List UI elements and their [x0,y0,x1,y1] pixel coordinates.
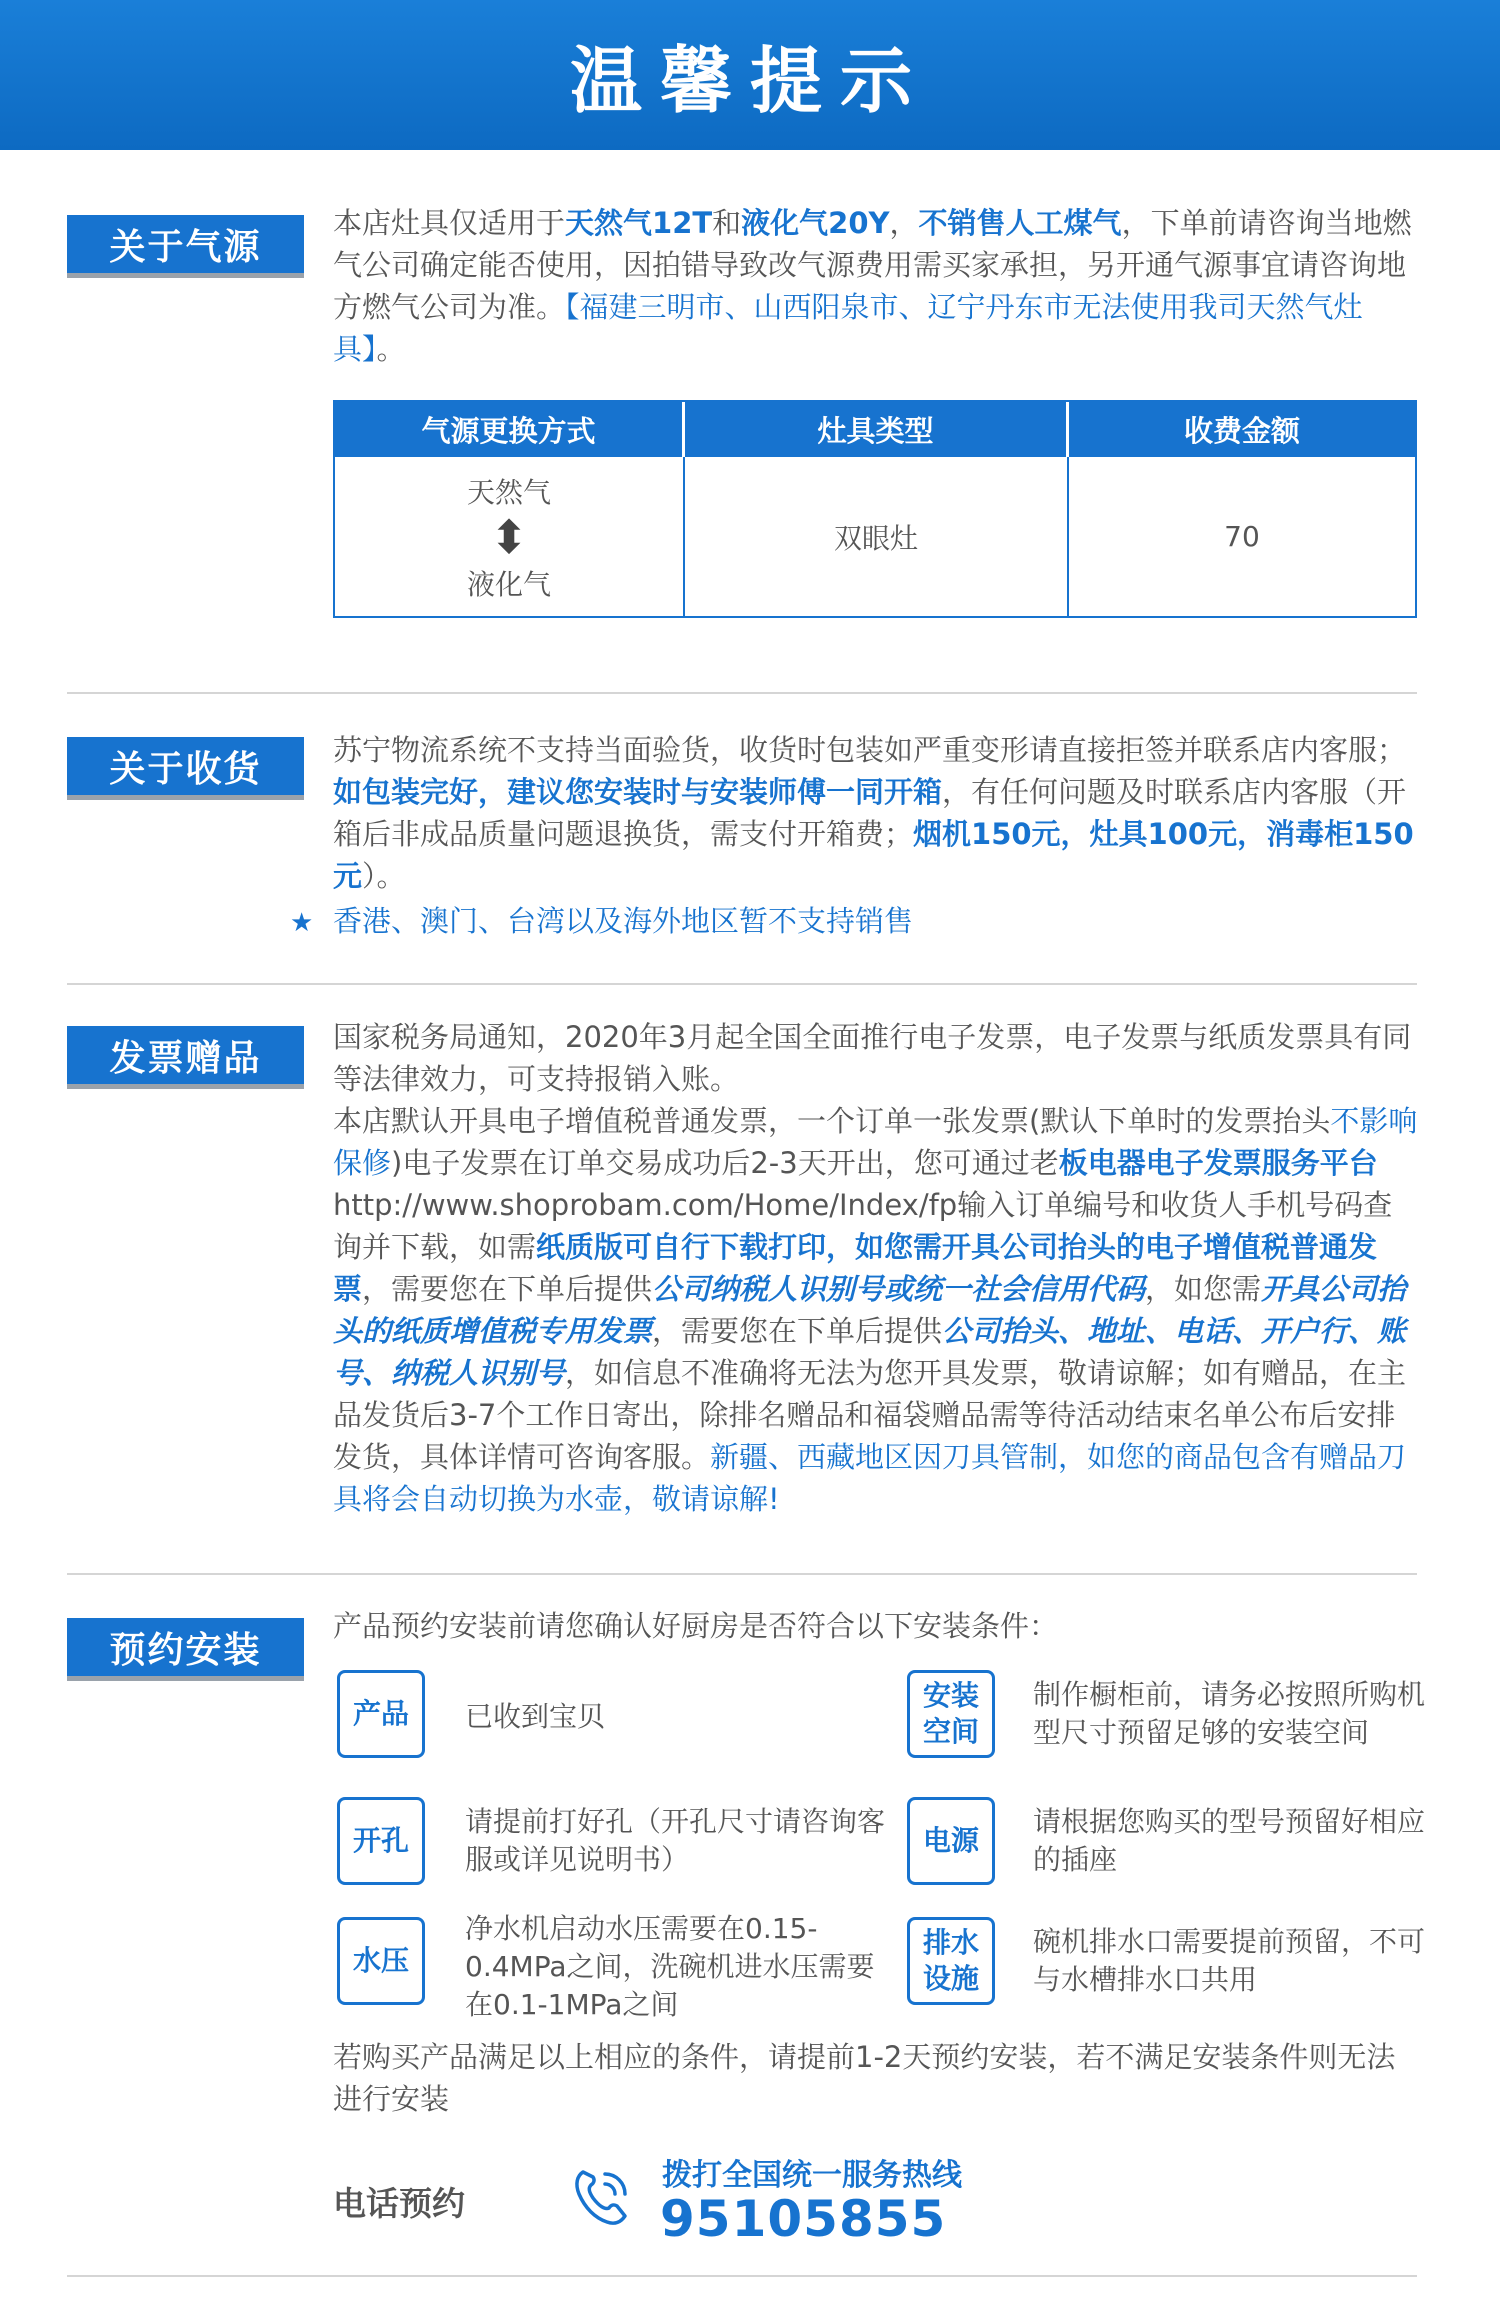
invoice-platform-highlight: 板电器电子发票服务平台 [1058,1146,1378,1180]
condition-label-drainage: 排水设施 [907,1917,995,2005]
invoice-highlight: 公司抬头、地址、电话、开户行、账号、纳税人识别号 [333,1314,1407,1390]
invoice-text: http://www.shoprobam.com/Home/Index/fp输入订单编号和收货人手机号码查询并下载，如需 [333,1188,1393,1264]
gas-switch-cell [335,457,685,616]
gas-text: 和 [712,206,742,240]
invoice-highlight: 纸质版可自行下载打印，如您需开具公司抬头的电子增值税普通发票 [333,1230,1378,1306]
invoice-text: ，需要您在下单后提供 [362,1272,653,1306]
install-intro: 产品预约安装前请您确认好厨房是否符合以下安装条件： [333,1609,1059,1643]
hotline-number[interactable]: 95105855 [660,2190,947,2248]
phone-booking-label: 电话预约 [333,2184,465,2223]
delivery-open-box-highlight: 如包装完好，建议您安装时与安装师傅一同开箱 [333,775,943,809]
gas-regions-highlight: 【福建三明市、山西阳泉市、辽宁丹东市无法使用我司天然气灶具】 [333,290,1363,366]
section-divider [67,983,1417,985]
condition-text-drainage: 碗机排水口需要提前预留，不可与水槽排水口共用 [1033,1925,1426,1996]
section-tag-gas: 关于气源 [67,215,304,273]
install-note: 若购买产品满足以上相应的条件，请提前1-2天预约安装，若不满足安装条件则无法进行安装 [333,2040,1396,2116]
section-divider [67,1573,1417,1575]
invoice-text: ，需要您在下单后提供 [652,1314,943,1348]
invoice-highlight: 开具公司抬头的纸质增值税专用发票 [333,1272,1407,1348]
gas-to: 液化气 [466,567,551,601]
section-divider [67,2275,1417,2277]
invoice-text: )电子发票在订单交易成功后2-3天开出，您可通过老 [391,1146,1059,1180]
condition-label-space: 安装空间 [907,1670,995,1758]
delivery-text: 苏宁物流系统不支持当面验货，收货时包装如严重变形请直接拒签并联系店内客服； [333,733,1407,767]
invoice-text: ，如您需 [1145,1272,1262,1306]
delivery-text: ，有任何问题及时联系店内客服（开箱后非成品质量问题退换货，需支付开箱费； [333,775,1407,851]
page-title: 温馨提示 [569,39,930,123]
delivery-fee-highlight: 烟机150元，灶具100元，消毒柜150元 [333,817,1414,893]
table-header-cell: 收费金额 [1183,414,1300,448]
gas-text: ， [889,206,919,240]
condition-text-hole: 请提前打好孔（开孔尺寸请咨询客服或详见说明书） [465,1805,886,1876]
condition-text-water-pressure: 净水机启动水压需要在0.15-0.4MPa之间，洗碗机进水压需要在0.1-1MPa之间 [465,1912,875,2021]
table-header [335,402,1415,457]
condition-label-product: 产品 [337,1670,425,1758]
condition-text-product: 已收到宝贝 [465,1700,606,1733]
gas-text: 。 [376,332,406,366]
delivery-paragraph [333,729,1421,897]
condition-label-hole: 开孔 [337,1797,425,1885]
invoice-text: 本店默认开具电子增值税普通发票，一个订单一张发票(默认下单时的发票抬头 [333,1104,1331,1138]
condition-text-power: 请根据您购买的型号预留好相应的插座 [1033,1805,1426,1876]
stove-type-cell: 双眼灶 [685,457,1069,616]
table-header-cell: 气源更换方式 [335,402,685,457]
gas-from: 天然气 [466,475,551,509]
star-icon: ★ [290,908,314,938]
gas-text: 本店灶具仅适用于 [333,206,566,240]
delivery-region-notice: 香港、澳门、台湾以及海外地区暂不支持销售 [333,904,914,938]
hotline-label: 拨打全国统一服务热线 [662,2158,962,2193]
section-tag-install: 预约安装 [67,1618,304,1676]
gas-fee-table [333,400,1417,618]
table-header-cell: 灶具类型 [685,402,1069,457]
fee-cell: 70 [1224,520,1260,553]
phone-icon [565,2162,635,2232]
condition-text-space: 制作橱柜前，请务必按照所购机型尺寸预留足够的安装空间 [1033,1678,1426,1749]
page-header [0,0,1500,150]
section-tag-delivery: 关于收货 [67,737,304,795]
section-tag-invoice: 发票赠品 [67,1026,304,1084]
invoice-highlight: 不影响保修 [333,1104,1418,1180]
invoice-detail-paragraph [333,1100,1421,1520]
invoice-region-highlight: 新疆、西藏地区因刀具管制，如您的商品包含有赠品刀具将会自动切换为水壶，敬请谅解! [333,1440,1407,1516]
up-down-arrow-icon: ⬍ [489,509,529,564]
invoice-text: ，如信息不准确将无法为您开具发票，敬请谅解；如有赠品，在主品发货后3-7个工作日寄出，除排名赠品和福袋赠品需等待活动结束名单公布后安排发货，具体详情可咨询客服。 [333,1356,1407,1474]
section-divider [67,692,1417,694]
condition-label-water-pressure: 水压 [337,1917,425,2005]
gas-text: ，下单前请咨询当地燃气公司确定能否使用，因拍错导致改气源费用需买家承担，另开通气源事宜请咨询地方燃气公司为准。 [333,206,1412,324]
condition-label-power: 电源 [907,1797,995,1885]
gas-no-coal-highlight: 不销售人工煤气 [918,206,1122,240]
table-row [335,457,1415,616]
delivery-text: ）。 [362,859,406,893]
gas-lpg-highlight: 液化气20Y [741,206,890,240]
gas-natural-highlight: 天然气12T [565,206,713,240]
invoice-notice-paragraph: 国家税务局通知，2020年3月起全国全面推行电子发票，电子发票与纸质发票具有同等法律效力，可支持报销入账。 [333,1020,1412,1096]
gas-paragraph [333,202,1421,370]
invoice-highlight: 公司纳税人识别号或统一社会信用代码 [652,1272,1146,1306]
